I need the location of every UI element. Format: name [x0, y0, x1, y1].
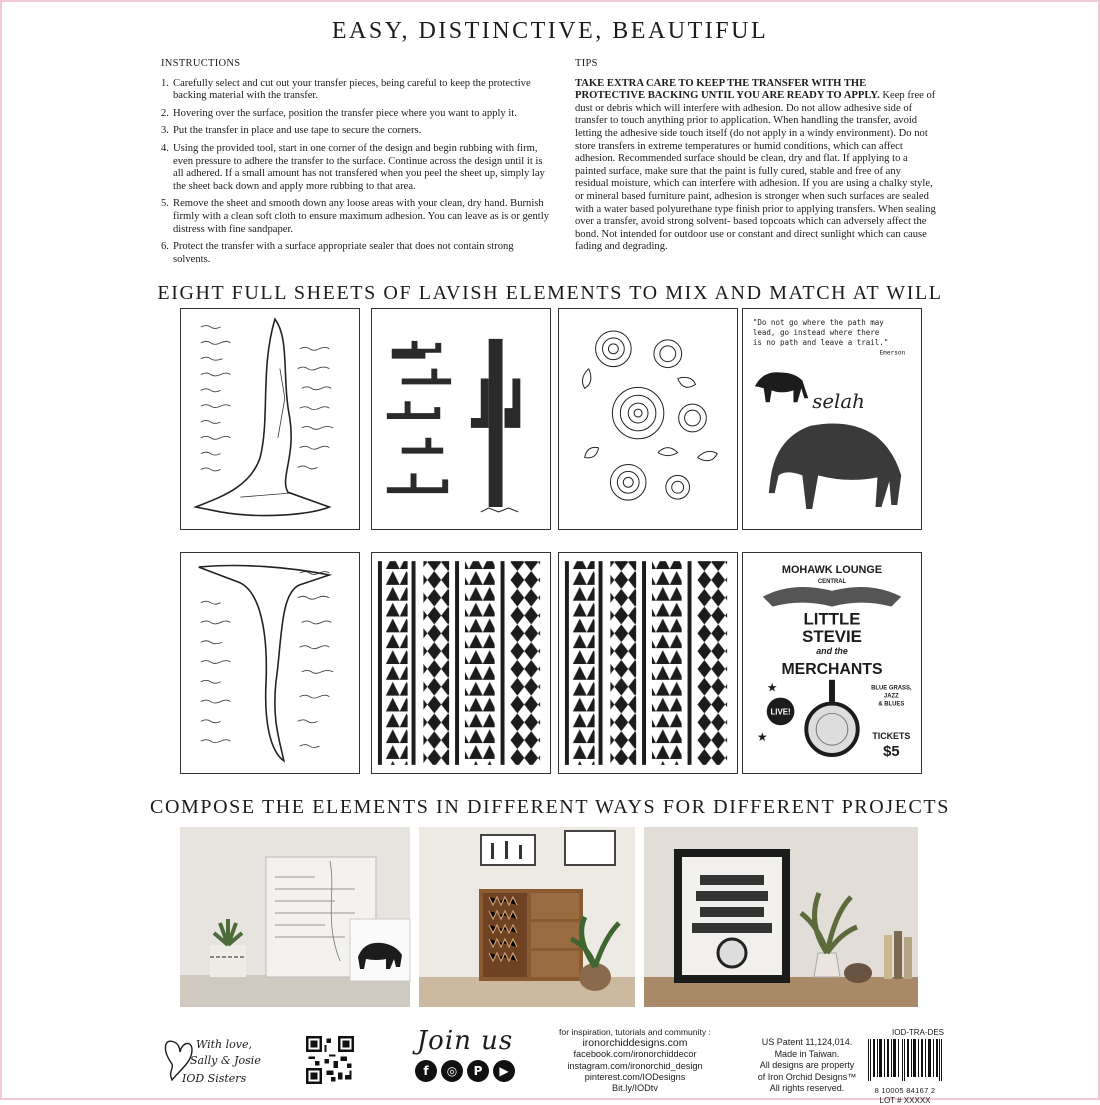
tribal-pattern-2-art [559, 553, 737, 773]
poster-price: $5 [883, 743, 900, 760]
instruction-step [161, 143, 549, 193]
poster-line-3: and the [816, 646, 848, 657]
barcode-block [866, 1028, 944, 1105]
links-intro: for inspiration, tutorials and community : [559, 1027, 711, 1037]
signature-art [158, 1030, 278, 1090]
property-line-2: of Iron Orchid Designs™ [757, 1071, 857, 1082]
step-number: 5. [161, 198, 169, 210]
quote-line-2: lead, go instead where there [752, 327, 880, 337]
photo-canvas-bison-art [180, 827, 410, 1007]
selah-script: selah [812, 390, 865, 414]
patent-line: US Patent 11,124,014. [761, 1037, 853, 1047]
join-title: Join us [416, 1026, 514, 1056]
poster-live: LIVE! [770, 707, 791, 717]
patent-info [752, 1037, 862, 1095]
poster-tickets: TICKETS [872, 731, 911, 742]
step-text: Hovering over the surface, position the transfer piece where you want to apply it. [173, 107, 517, 119]
step-text: Using the provided tool, start in one corner of the design and begin rubbing with firm, even pressure to adhere the transfer to the surface. Continue across the design until it is all adhered. If a small amount has not transfered when you peel the sheet up, simply lay the sheet back down and apply more rubbing to that area. [173, 142, 545, 192]
photo-canvas-bison [180, 827, 410, 1007]
sheet-concert-poster [742, 552, 922, 774]
step-number: 4. [161, 142, 169, 154]
qr-code-art [306, 1036, 354, 1084]
poster-genre-3: & BLUES [878, 701, 905, 708]
roses-art [559, 309, 737, 529]
photo-poster-art [644, 827, 918, 1007]
sheet-script-map-2 [180, 552, 360, 774]
script-map-art [181, 309, 359, 529]
star-icon: ★ [766, 680, 778, 695]
signature [158, 1030, 278, 1090]
sheet-tribal-2 [558, 552, 738, 774]
cactus-art [372, 309, 550, 529]
step-number: 1. [161, 77, 169, 89]
instruction-step [161, 78, 549, 103]
instruction-step [161, 125, 549, 138]
qr-code[interactable] [306, 1036, 354, 1084]
property-line: All designs are property [759, 1060, 855, 1070]
tips-column [575, 58, 937, 254]
product-code: IOD-TRA-DES [892, 1028, 944, 1037]
sheet-roses [558, 308, 738, 530]
photo-dresser-tribal [419, 827, 635, 1007]
website-link[interactable]: ironorchiddesigns.com [582, 1037, 688, 1050]
facebook-icon[interactable]: f [415, 1060, 437, 1082]
instructions-column [161, 58, 549, 271]
instagram-link[interactable]: instagram.com/ironorchid_design [567, 1060, 703, 1071]
quote-author: Emerson [879, 349, 906, 357]
photo-dresser-art [419, 827, 635, 1007]
script-map-2-art [181, 553, 359, 773]
step-text: Put the transfer in place and use tape to secure the corners. [173, 125, 422, 137]
poster-genre-2: JAZZ [883, 693, 899, 700]
poster-genre-1: BLUE GRASS, [871, 685, 912, 692]
youtube-link[interactable]: Bit.ly/IODtv [612, 1083, 658, 1094]
signature-line-1: With love, [196, 1038, 252, 1051]
sheet-bison-quote [742, 308, 922, 530]
sheets-heading: EIGHT FULL SHEETS OF LAVISH ELEMENTS TO MIX AND MATCH AT WILL [157, 282, 943, 304]
poster-top: MOHAWK LOUNGE [781, 564, 883, 577]
sheet-cactus [371, 308, 551, 530]
barcode-icon [866, 1039, 944, 1081]
lot-number: LOT # XXXXX [879, 1096, 931, 1105]
photo-framed-poster [644, 827, 918, 1007]
origin-line: Made in Taiwan. [774, 1048, 840, 1059]
sheet-tribal-1 [371, 552, 551, 774]
instructions-heading: INSTRUCTIONS [161, 58, 241, 69]
poster-line-4: MERCHANTS [781, 660, 883, 678]
social-icons [405, 1060, 525, 1082]
instructions-list [161, 78, 549, 267]
facebook-link[interactable]: facebook.com/ironorchiddecor [573, 1049, 697, 1060]
youtube-icon[interactable]: ▶ [493, 1060, 515, 1082]
poster-line-1: LITTLE [803, 609, 861, 629]
join-us [405, 1026, 525, 1082]
instruction-step [161, 108, 549, 121]
tips-warning: TAKE EXTRA CARE TO KEEP THE TRANSFER WITH THE PROTECTIVE BACKING UNTIL YOU ARE READY TO APPLY. [575, 77, 880, 102]
barcode-number: 8 10005 84167 2 [874, 1086, 936, 1095]
tips-text [575, 78, 937, 254]
sheet-script-map [180, 308, 360, 530]
step-number: 3. [161, 125, 169, 137]
pinterest-link[interactable]: pinterest.com/IODesigns [584, 1071, 686, 1082]
step-text: Remove the sheet and smooth down any loose areas with your clean, dry hand. Burnish firmly with a clean soft cloth to ensure maximum adhesion. You can leave as is or gently distress with fine sandpaper. [173, 198, 549, 235]
page-title: EASY, DISTINCTIVE, BEAUTIFUL [331, 18, 769, 44]
poster-line-2: STEVIE [802, 627, 862, 647]
signature-line-3: IOD Sisters [182, 1072, 247, 1085]
instagram-icon[interactable]: ◎ [441, 1060, 463, 1082]
quote-line-3: is no path and leave a trail." [752, 337, 889, 347]
bison-quote-art [743, 309, 921, 529]
concert-poster-art [743, 553, 921, 773]
step-number: 2. [161, 107, 169, 119]
poster-sub: CENTRAL [817, 578, 847, 585]
rights-line: All rights reserved. [769, 1083, 845, 1093]
step-number: 6. [161, 241, 169, 253]
step-text: Carefully select and cut out your transfer pieces, being careful to keep the protective backing material with the transfer. [173, 77, 531, 102]
instruction-step [161, 241, 549, 266]
quote-line-1: "Do not go where the path may [752, 318, 884, 328]
step-text: Protect the transfer with a surface appropriate sealer that does not contain strong solvents. [173, 241, 514, 265]
star-icon: ★ [756, 730, 768, 745]
instruction-step [161, 198, 549, 236]
signature-line-2: Sally & Josie [190, 1054, 261, 1067]
pinterest-icon[interactable]: P [467, 1060, 489, 1082]
compose-heading: COMPOSE THE ELEMENTS IN DIFFERENT WAYS FOR DIFFERENT PROJECTS [150, 796, 950, 818]
tips-heading: TIPS [575, 58, 598, 69]
tips-body: Keep free of dust or debris which will interfere with adhesion. Do not allow adhesive side of transfer to touch anything prior to application. When handling the transfer, avoid letting the adhesive side touch itself (do not apply in a windy environment). Do not store transfers in extreme temperatures or humid conditions, which can affect adhesion. Recommended surface should be clean, dry and flat. If applying to a painted surface, make sure that the paint is fully cured, stable and free of any residual moisture, which can interfere with adhesion. If you are using a chalky style, or mineral based furniture paint, adhesion is stronger when such surfaces are sealed with a water based polyurethane type finish prior to applying transfers. When sealing over a transfer, avoid strong solvent- based topcoats which can adversely affect the bond. Not intended for outdoor use or constant and direct sunlight which can cause fading and degrading. [575, 90, 936, 253]
footer-links [545, 1027, 725, 1094]
tribal-pattern-art [372, 553, 550, 773]
